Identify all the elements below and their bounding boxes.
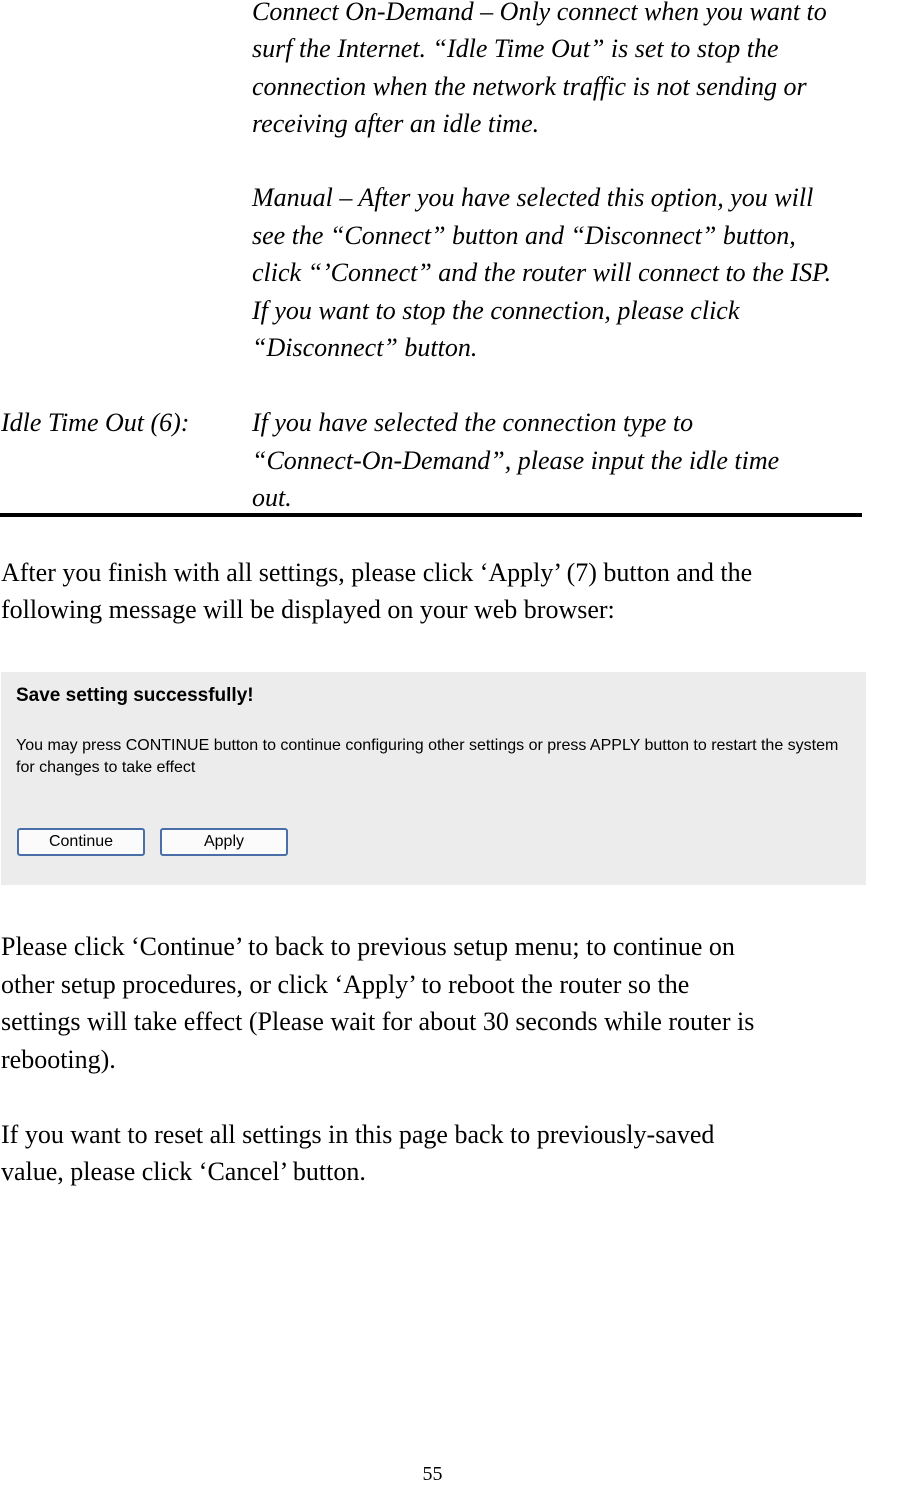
manual-line-1: Manual – After you have selected this option, you will bbox=[252, 183, 814, 212]
manual-line-2: see the “Connect” button and “Disconnect” button, bbox=[252, 221, 796, 250]
connect-on-demand-line-4: receiving after an idle time. bbox=[252, 109, 540, 138]
connect-on-demand-line-3: connection when the network traffic is not sending or bbox=[252, 72, 807, 101]
idle-timeout-label: Idle Time Out (6): bbox=[1, 408, 190, 437]
cancel-paragraph-line-2: value, please click ‘Cancel’ button. bbox=[1, 1157, 366, 1186]
continue-paragraph-line-4: rebooting). bbox=[1, 1045, 116, 1074]
connect-on-demand-line-1: Connect On-Demand – Only connect when you want to bbox=[252, 0, 827, 26]
connect-on-demand-line-2: surf the Internet. “Idle Time Out” is set to stop the bbox=[252, 34, 779, 63]
idle-timeout-line-2: “Connect-On-Demand”, please input the idle time bbox=[252, 446, 780, 475]
save-success-title: Save setting successfully! bbox=[16, 685, 254, 706]
save-success-screenshot bbox=[1, 672, 866, 885]
continue-paragraph-line-2: other setup procedures, or click ‘Apply’ to reboot the router so the bbox=[1, 970, 690, 999]
apply-button[interactable]: Apply bbox=[160, 828, 288, 856]
manual-line-4: If you want to stop the connection, please click bbox=[252, 296, 740, 325]
idle-timeout-line-3: out. bbox=[252, 483, 292, 512]
after-apply-line-2: following message will be displayed on your web browser: bbox=[1, 595, 615, 624]
page-number: 55 bbox=[422, 1463, 443, 1485]
continue-paragraph-line-3: settings will take effect (Please wait for about 30 seconds while router is bbox=[1, 1007, 755, 1036]
manual-line-5: “Disconnect” button. bbox=[252, 333, 478, 362]
manual-line-3: click “’Connect” and the router will connect to the ISP. bbox=[252, 258, 832, 287]
table-bottom-rule bbox=[0, 513, 862, 517]
cancel-paragraph-line-1: If you want to reset all settings in this page back to previously-saved bbox=[1, 1120, 715, 1149]
continue-paragraph-line-1: Please click ‘Continue’ to back to previous setup menu; to continue on bbox=[1, 932, 735, 961]
after-apply-line-1: After you finish with all settings, please click ‘Apply’ (7) button and the bbox=[1, 558, 753, 587]
continue-button[interactable]: Continue bbox=[17, 828, 145, 856]
save-success-message: You may press CONTINUE button to continue configuring other settings or press APPLY button to restart the system for changes to take effect bbox=[16, 737, 839, 776]
idle-timeout-line-1: If you have selected the connection type to bbox=[252, 408, 694, 437]
